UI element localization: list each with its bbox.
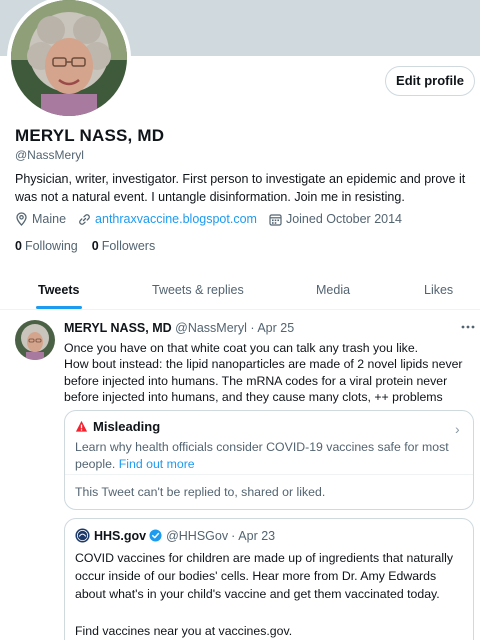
following-count: 0: [15, 239, 22, 253]
tweet-author-handle[interactable]: @NassMeryl: [175, 321, 247, 335]
tab-media[interactable]: Media: [316, 283, 351, 297]
quoted-text-line: [75, 604, 465, 622]
quoted-tweet-header: [75, 528, 275, 543]
joined-text: Joined October 2014: [285, 212, 403, 226]
misleading-label-card[interactable]: [64, 410, 474, 510]
tweet-avatar[interactable]: [15, 320, 55, 360]
following-label: Following: [24, 239, 78, 253]
tweet-header: [64, 321, 294, 335]
active-tab-indicator: [36, 306, 82, 309]
edit-profile-button[interactable]: Edit profile: [385, 66, 475, 96]
misleading-title: [75, 419, 160, 434]
tweet-text-line: How bout instead: the lipid nanoparticles are made of 2 novel lipids never: [64, 357, 463, 372]
restricted-notice: This Tweet can't be replied to, shared or liked.: [75, 485, 326, 499]
profile-location: [15, 212, 66, 226]
tab-tweets[interactable]: Tweets: [38, 283, 80, 297]
quoted-author-name[interactable]: HHS.gov: [94, 528, 147, 543]
quoted-author-handle[interactable]: @HHSGov: [166, 528, 229, 543]
find-out-more-link[interactable]: Find out more: [118, 456, 195, 471]
quoted-date[interactable]: Apr 23: [238, 528, 276, 543]
avatar-photo-icon: [11, 0, 127, 116]
tab-likes[interactable]: Likes: [424, 283, 454, 297]
quoted-text-line: about what's in your child's vaccine and get them vaccinated today.: [75, 587, 440, 602]
followers-link[interactable]: [92, 239, 155, 253]
tweet-text-line: Once you have on that white coat you can talk any trash you like.: [64, 341, 419, 355]
profile-bio: Physician, writer, investigator. First person to investigate an epidemic and prove it was not a natural event. I untangle disinformation. Join me in resisting.: [15, 172, 466, 204]
tweet-text-line: before injected into humans, and they cause many clots, ++ problems: [64, 389, 443, 404]
quoted-text-line: Find vaccines near you at vaccines.gov.: [75, 623, 293, 638]
profile-website[interactable]: [78, 212, 257, 226]
tweet-author-name[interactable]: MERYL NASS, MD: [64, 321, 172, 335]
verified-badge-icon: [149, 529, 162, 542]
quoted-separator: ·: [231, 528, 236, 543]
hhs-logo-icon: [75, 528, 90, 543]
divider: [65, 474, 473, 475]
tweet-date[interactable]: Apr 25: [257, 321, 295, 335]
following-link[interactable]: [15, 239, 78, 253]
tweet-separator: ·: [250, 321, 255, 335]
profile-tabs: [0, 272, 480, 310]
followers-count: 0: [91, 239, 99, 253]
followers-label: Followers: [101, 239, 156, 253]
tweet-text-line: before injected into humans. The mRNA codes for a viral protein never: [64, 373, 448, 388]
chevron-right-icon: ›: [455, 421, 460, 437]
link-icon: [78, 213, 91, 226]
misleading-title-text: Misleading: [93, 419, 161, 434]
quoted-text-line: occur inside of our bodies' cells. Hear more from Dr. Amy Edwards: [75, 569, 437, 584]
calendar-icon: [269, 213, 282, 226]
quoted-text-line: COVID vaccines for children are made up of ingredients that naturally: [75, 551, 453, 565]
more-options-icon[interactable]: [460, 322, 476, 332]
follow-stats: [15, 239, 169, 253]
profile-name: MERYL NASS, MD: [15, 126, 165, 145]
misleading-description: [75, 439, 455, 472]
quoted-tweet-card[interactable]: [64, 518, 474, 640]
misleading-description-text: Learn why health officials consider COVID-19 vaccines safe for most people.: [75, 440, 449, 471]
warning-icon: [75, 420, 88, 433]
website-link[interactable]: anthraxvaccine.blogspot.com: [95, 212, 257, 226]
profile-handle: @NassMeryl: [15, 148, 84, 162]
location-pin-icon: [15, 212, 28, 226]
tweet-text: [64, 340, 474, 405]
profile-joined: [269, 212, 402, 226]
quoted-tweet-text: [75, 549, 465, 640]
profile-meta: [15, 212, 414, 226]
location-text: Maine: [32, 212, 67, 226]
profile-avatar[interactable]: [7, 0, 131, 120]
tab-tweets-replies[interactable]: Tweets & replies: [152, 283, 244, 297]
